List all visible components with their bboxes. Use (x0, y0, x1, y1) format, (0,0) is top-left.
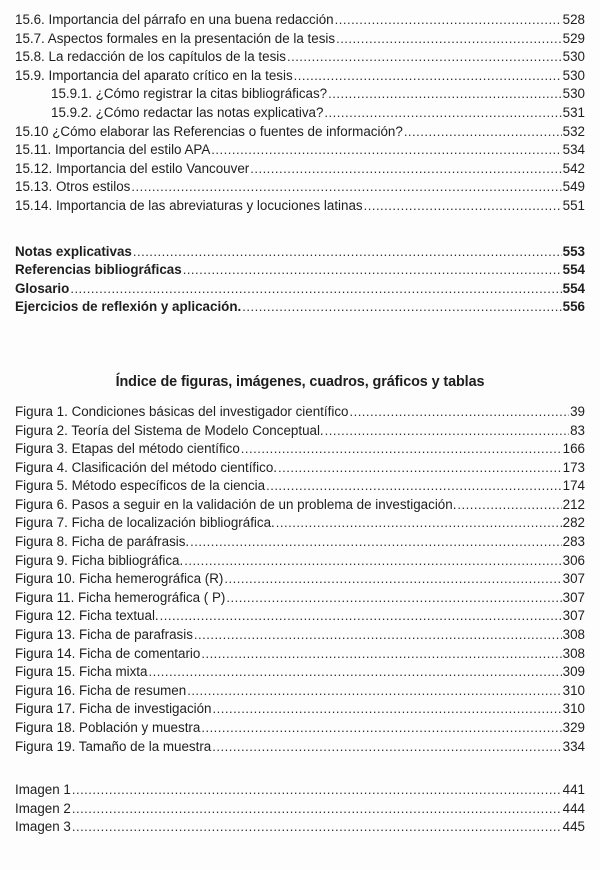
toc-entry-page: 309 (562, 664, 585, 680)
toc-entry (15, 459, 585, 478)
toc-entry-page: 307 (562, 589, 585, 605)
toc-entry (15, 123, 585, 142)
leader-dots (148, 663, 561, 682)
toc-entry-page: 329 (562, 720, 585, 735)
leader-dots (457, 496, 561, 515)
leader-dots (226, 589, 561, 608)
toc-entry (15, 477, 585, 496)
toc-entry (15, 533, 585, 552)
toc-entry (15, 243, 585, 262)
toc-entry-page: 83 (570, 422, 585, 438)
leader-dots (224, 570, 561, 589)
leader-dots (364, 197, 562, 216)
toc-section-images (15, 781, 585, 837)
toc-entry (15, 626, 585, 645)
toc-entry-page: 554 (562, 280, 585, 296)
toc-entry-title: Figura 8. Ficha de paráfrasis. (15, 534, 190, 550)
toc-entry-page: 529 (562, 30, 585, 46)
toc-entry-page: 528 (562, 12, 585, 27)
toc-entry (15, 48, 585, 67)
leader-dots (187, 682, 561, 701)
toc-entry (15, 261, 585, 280)
leader-dots (266, 477, 562, 496)
toc-entry (15, 280, 585, 299)
toc-entry (15, 178, 585, 197)
toc-entry-page: 531 (562, 104, 585, 120)
leader-dots (294, 67, 562, 86)
leader-dots (213, 700, 562, 719)
toc-entry (15, 85, 585, 104)
toc-entry (15, 403, 585, 422)
leader-dots (190, 533, 561, 552)
toc-entry (15, 663, 585, 682)
toc-entry-title: 15.12. Importancia del estilo Vancouver (15, 160, 250, 176)
toc-entry-page: 282 (562, 515, 585, 531)
toc-entry-page: 534 (562, 142, 585, 158)
toc-entry (15, 104, 585, 123)
toc-entry-page: 556 (562, 299, 585, 315)
toc-entry-title: Figura 5. Método específicos de la ciencia (15, 478, 266, 494)
toc-entry-page: 283 (562, 534, 585, 550)
toc-entry-page: 166 (562, 441, 585, 457)
toc-entry (15, 682, 585, 701)
leader-dots (72, 818, 562, 837)
leader-dots (184, 552, 561, 571)
leader-dots (211, 141, 561, 160)
leader-dots (72, 781, 562, 800)
toc-entry-title: Figura 13. Ficha de parafrasis (15, 627, 193, 643)
toc-entry-title: Figura 15. Ficha mixta (15, 664, 148, 680)
toc-entry-title: Imagen 1 (15, 782, 71, 798)
toc-entry (15, 67, 585, 86)
toc-entry-page: 530 (562, 86, 585, 102)
leader-dots (242, 298, 561, 317)
toc-entry-page: 551 (562, 197, 585, 213)
figures-index-heading: Índice de figuras, imágenes, cuadros, gráficos y tablas (115, 373, 485, 390)
toc-entry-title: Figura 7. Ficha de localización bibliográfica. (15, 515, 275, 531)
toc-entry-page: 549 (562, 179, 585, 195)
toc-entry-page: 530 (562, 49, 585, 65)
leader-dots (250, 160, 561, 179)
toc-entry-title: 15.9.2. ¿Cómo redactar las notas explicativa? (51, 104, 324, 120)
leader-dots (160, 607, 562, 626)
toc-entry-page: 444 (562, 800, 585, 816)
toc-entry (15, 589, 585, 608)
toc-entry-title: 15.9.1. ¿Cómo registrar la citas bibliográficas? (51, 86, 328, 102)
leader-dots (404, 123, 562, 142)
toc-entry (15, 645, 585, 664)
toc-entry-title: Figura 11. Ficha hemerográfica ( P) (15, 589, 226, 605)
leader-dots (287, 48, 562, 67)
toc-entry-page: 174 (562, 478, 585, 494)
leader-dots (278, 459, 562, 478)
leader-dots (324, 104, 561, 123)
toc-entry-title: Imagen 3 (15, 819, 71, 835)
toc-entry-title: Figura 19. Tamaño de la muestra (15, 738, 212, 754)
toc-entry-title: Figura 14. Ficha de comentario (15, 645, 201, 661)
leader-dots (336, 30, 562, 49)
toc-entry (15, 800, 585, 819)
toc-entry-page: 308 (562, 627, 585, 643)
toc-entry-title: Figura 2. Teoría del Sistema de Modelo Conceptual. (15, 422, 324, 438)
toc-entry-page: 173 (562, 459, 585, 475)
toc-entry-title: Figura 17. Ficha de investigación (15, 701, 212, 717)
toc-entry-page: 554 (562, 262, 585, 278)
toc-entry-page: 307 (562, 571, 585, 587)
leader-dots (328, 85, 562, 104)
toc-entry (15, 818, 585, 837)
toc-entry-title: Notas explicativas (15, 243, 132, 259)
toc-entry-title: Imagen 2 (15, 800, 71, 816)
toc-entry (15, 141, 585, 160)
toc-entry (15, 160, 585, 179)
toc-entry-title: Figura 3. Etapas del método científico (15, 441, 240, 457)
toc-entry-page: 553 (562, 243, 585, 259)
leader-dots (201, 719, 561, 738)
toc-entry-title: Figura 18. Población y muestra (15, 720, 201, 735)
toc-entry-title: Ejercicios de reflexión y aplicación. (15, 299, 242, 315)
toc-section-backmatter (15, 243, 585, 317)
toc-section-chapter15 (15, 11, 585, 216)
toc-entry-title: Figura 16. Ficha de resumen (15, 682, 187, 698)
leader-dots (72, 800, 562, 819)
toc-entry (15, 298, 585, 317)
toc-entry-page: 532 (562, 123, 585, 139)
toc-entry-page: 310 (562, 701, 585, 717)
toc-entry-page: 212 (562, 496, 585, 512)
leader-dots (183, 261, 562, 280)
toc-section-figures (15, 403, 585, 756)
toc-entry-title: 15.7. Aspectos formales en la presentación de la tesis (15, 30, 336, 46)
toc-entry-page: 334 (562, 738, 585, 754)
toc-entry-page: 306 (562, 552, 585, 568)
leader-dots (349, 403, 569, 422)
leader-dots (194, 626, 562, 645)
leader-dots (70, 280, 561, 299)
toc-entry (15, 422, 585, 441)
toc-entry (15, 30, 585, 49)
toc-entry-page: 308 (562, 645, 585, 661)
toc-entry-title: Figura 4. Clasificación del método científico. (15, 459, 277, 475)
leader-dots (212, 738, 561, 757)
toc-entry-title: 15.13. Otros estilos (15, 179, 131, 195)
toc-entry-title: Figura 6. Pasos a seguir en la validación de un problema de investigación. (15, 496, 457, 512)
toc-entry-title: 15.9. Importancia del aparato crítico en la tesis (15, 67, 293, 83)
toc-entry-title: Glosario (15, 280, 70, 296)
toc-entry-title: 15.10 ¿Cómo elaborar las Referencias o fuentes de información? (15, 123, 403, 139)
toc-entry-page: 310 (562, 682, 585, 698)
toc-entry-title: Referencias bibliográficas (15, 262, 182, 278)
toc-entry (15, 11, 585, 30)
toc-entry (15, 781, 585, 800)
toc-entry (15, 197, 585, 216)
toc-entry (15, 719, 585, 738)
toc-entry (15, 514, 585, 533)
toc-entry-title: 15.6. Importancia del párrafo en una buena redacción (15, 12, 334, 27)
toc-entry (15, 440, 585, 459)
toc-entry-title: 15.8. La redacción de los capítulos de la tesis (15, 49, 286, 65)
toc-entry-page: 445 (562, 819, 585, 835)
toc-entry (15, 607, 585, 626)
leader-dots (276, 514, 562, 533)
toc-entry (15, 570, 585, 589)
toc-entry-page: 307 (562, 608, 585, 624)
leader-dots (335, 11, 562, 30)
toc-entry-page: 441 (562, 782, 585, 798)
toc-entry-title: Figura 9. Ficha bibliográfica. (15, 552, 184, 568)
leader-dots (325, 422, 569, 441)
toc-entry-title: 15.11. Importancia del estilo APA (15, 142, 211, 158)
toc-entry (15, 738, 585, 757)
toc-entry-title: 15.14. Importancia de las abreviaturas y locuciones latinas (15, 197, 363, 213)
toc-entry (15, 496, 585, 515)
leader-dots (241, 440, 562, 459)
toc-entry-page: 530 (562, 67, 585, 83)
toc-entry-title: Figura 10. Ficha hemerográfica (R) (15, 571, 224, 587)
leader-dots (201, 645, 561, 664)
toc-entry-title: Figura 12. Ficha textual. (15, 608, 159, 624)
toc-entry (15, 552, 585, 571)
toc-entry-page: 39 (570, 403, 585, 419)
toc-entry-title: Figura 1. Condiciones básicas del investigador científico (15, 403, 349, 419)
toc-entry-page: 542 (562, 160, 585, 176)
toc-entry (15, 700, 585, 719)
leader-dots (131, 178, 561, 197)
leader-dots (133, 243, 562, 262)
